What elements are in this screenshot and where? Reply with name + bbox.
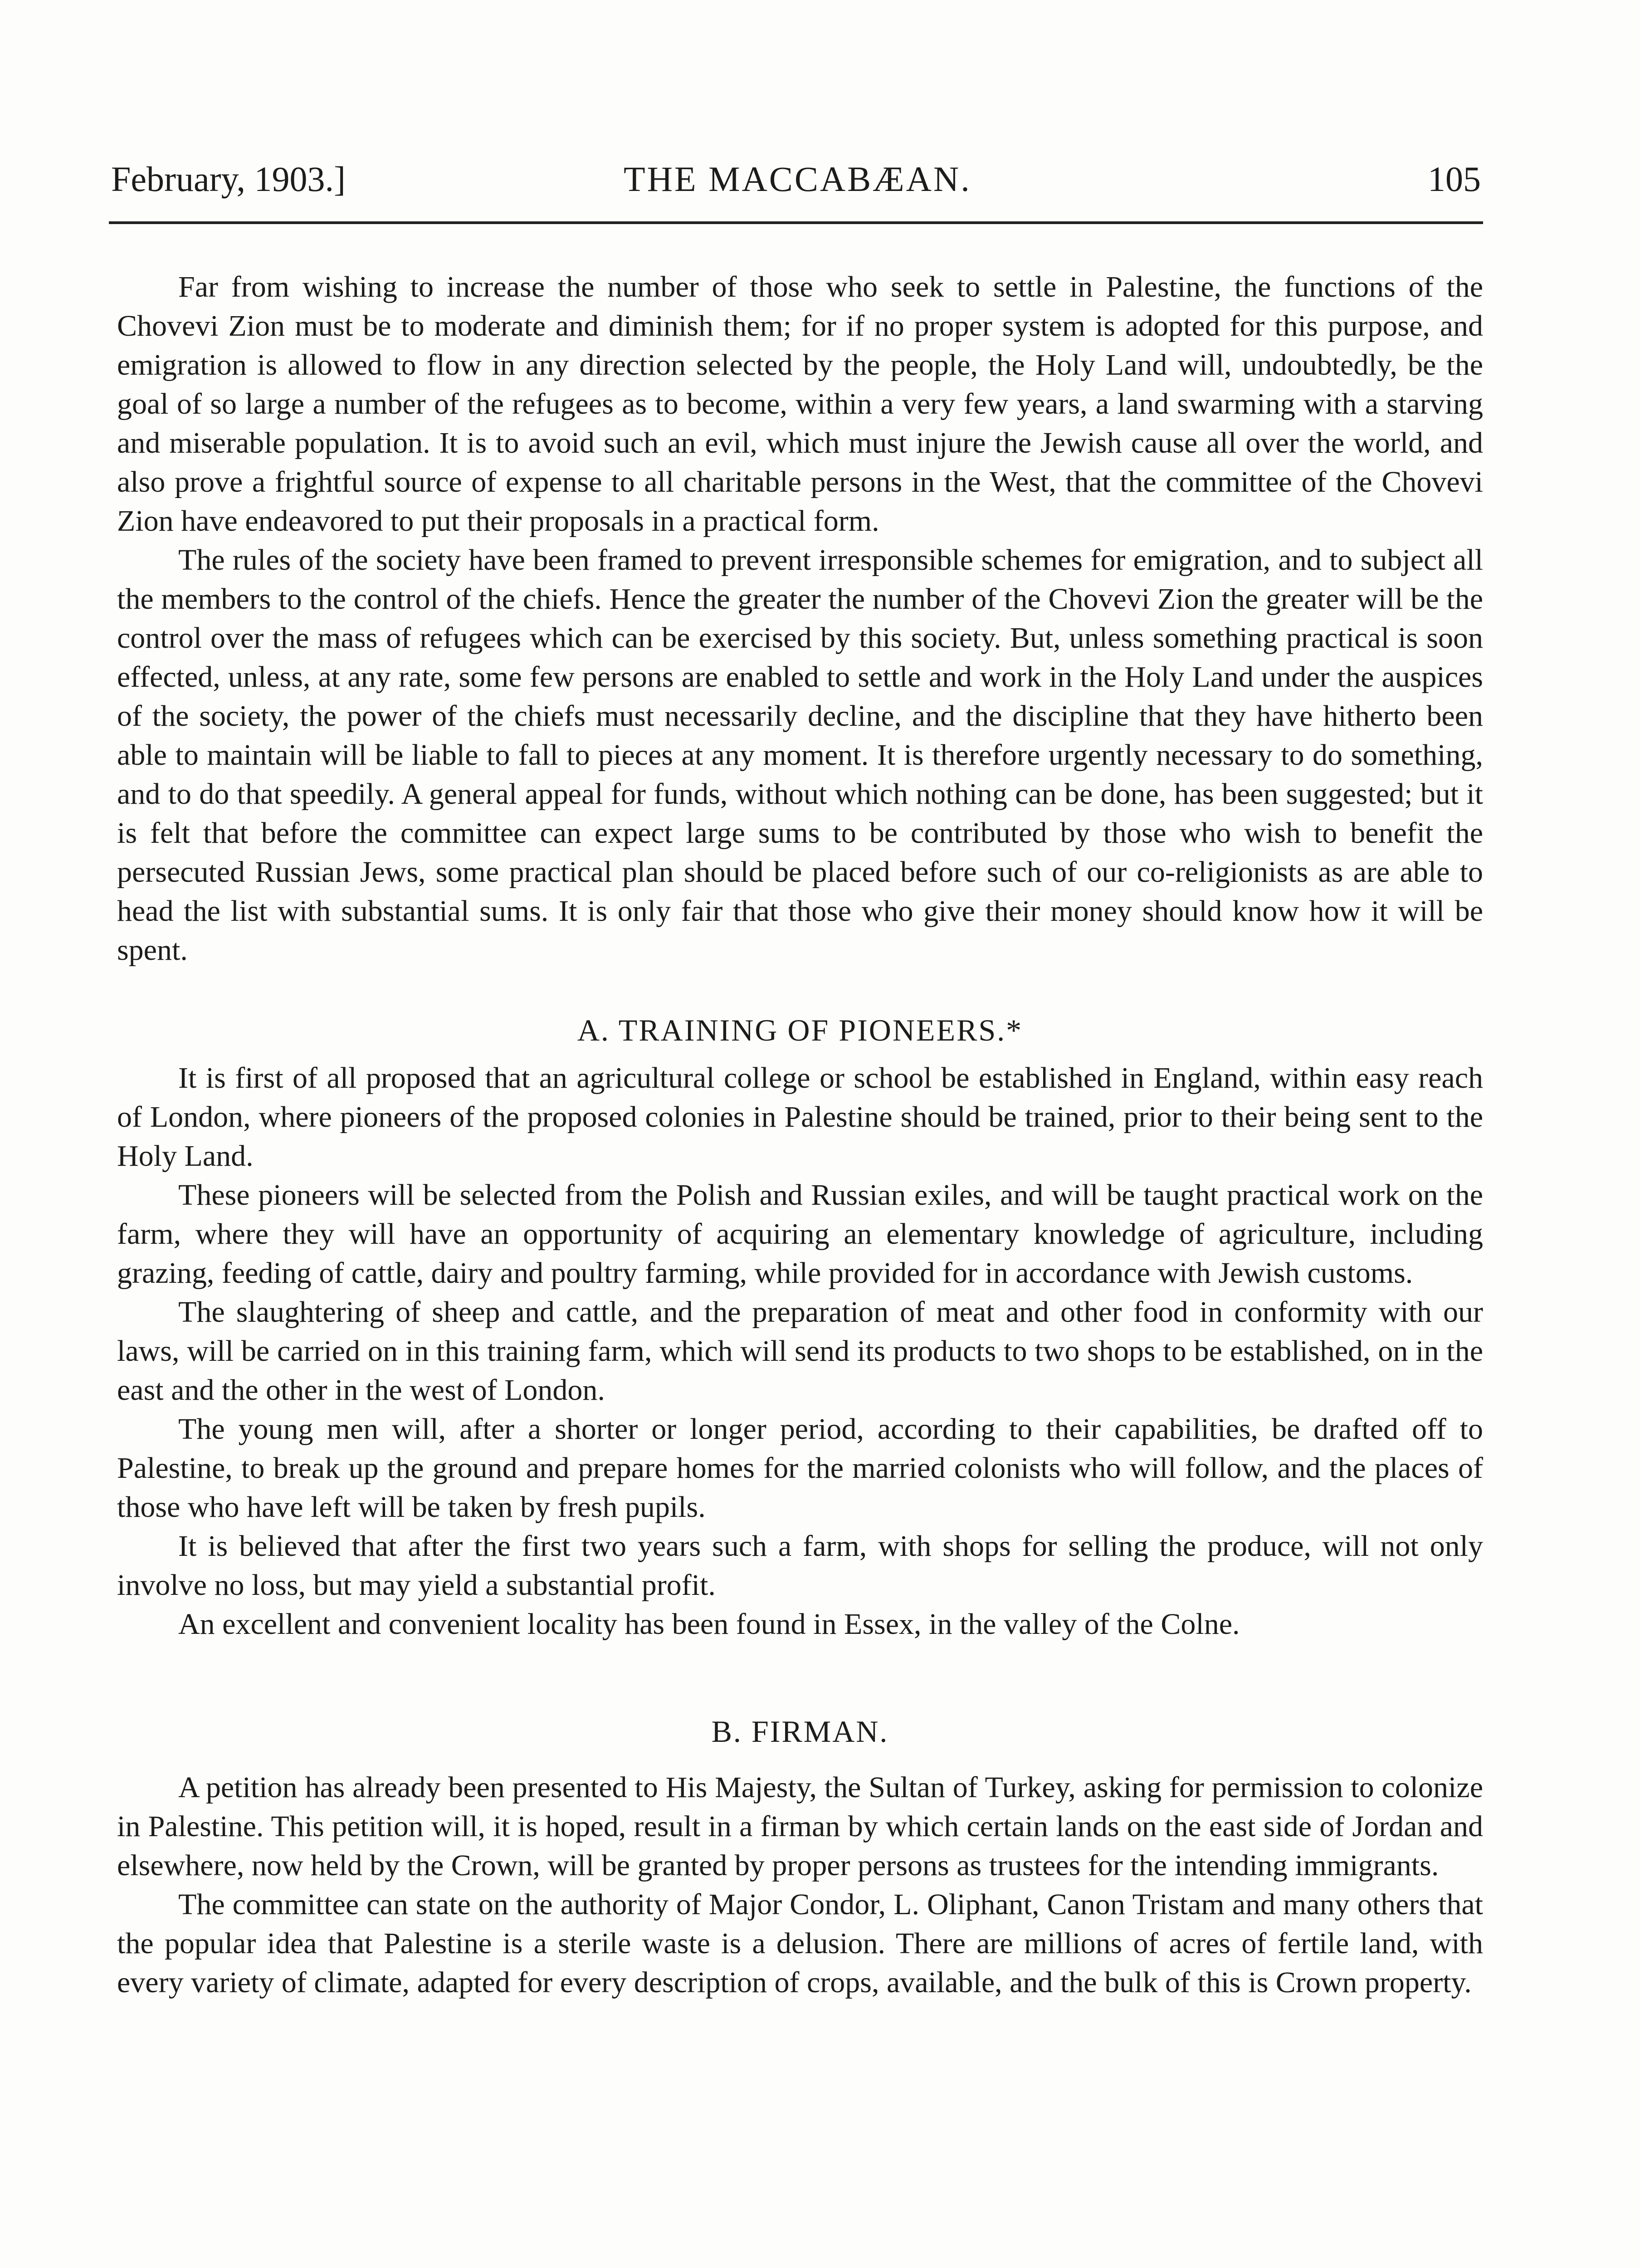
paragraph: An excellent and convenient locality has been found in Essex, in the valley of the Colne. — [178, 1608, 1240, 1641]
header-date: February, 1903.] — [111, 159, 346, 199]
page-number: 105 — [1428, 159, 1481, 199]
paragraph: It is first of all proposed that an agricultural college or school be established in England, within easy reach of London, where pioneers of the proposed colonies in Palestine should be trained, prior to their being sent to the Holy Land. — [117, 1061, 1483, 1173]
header-journal-title: THE MACCABÆAN. — [624, 159, 971, 199]
paragraph: The rules of the society have been framed to prevent irresponsible schemes for emigration, and to subject all the members to the control of the chiefs. Hence the greater the number of the Chovevi Zion the greater will be the control over the mass of refugees which can be exercised by this society. But, unless something practical is soon effected, unless, at any rate, some few persons are enabled to settle and work in the Holy Land under the auspices of the society, the power of the chiefs must necessarily decline, and the discipline that they have hitherto been able to maintain will be liable to fall to pieces at any moment. It is therefore urgently necessary to do something, and to do that speedily. A general appeal for funds, without which nothing can be done, has been suggested; but it is felt that before the committee can expect large sums to be contributed by those who wish to benefit the persecuted Russian Jews, some practical plan should be placed before such of our co-religionists as are able to head the list with substantial sums. It is only fair that those who give their money should know how it will be spent. — [117, 543, 1483, 967]
section-heading-training: A. TRAINING OF PIONEERS.* — [577, 1013, 1023, 1047]
paragraph: The young men will, after a shorter or longer period, according to their capabilities, be drafted off to Palestine, to break up the ground and prepare homes for the married colonists who will follow, and the places of those who have left will be taken by fresh pupils. — [117, 1413, 1483, 1524]
paragraph: It is believed that after the first two years such a farm, with shops for selling the produce, will not only involve no loss, but may yield a substantial profit. — [117, 1530, 1483, 1602]
article-body — [117, 268, 1483, 2002]
header-rule — [109, 221, 1483, 224]
running-header — [111, 159, 1481, 209]
paragraph: These pioneers will be selected from the Polish and Russian exiles, and will be taught practical work on the farm, where they will have an opportunity of acquiring an elementary knowledge of agriculture, including grazing, feeding of cattle, dairy and poultry farming, while provided for in accordance with Jewish customs. — [117, 1178, 1483, 1290]
paragraph: The committee can state on the authority of Major Condor, L. Oliphant, Canon Tristam and many others that the popular idea that Palestine is a sterile waste is a delusion. There are millions of acres of fertile land, with every variety of climate, adapted for every description of crops, available, and the bulk of this is Crown property. — [117, 1888, 1483, 1999]
paragraph: The slaughtering of sheep and cattle, and the preparation of meat and other food in conformity with our laws, will be carried on in this training farm, which will send its products to two shops to be established, on in the east and the other in the west of London. — [117, 1295, 1483, 1407]
paragraph: A petition has already been presented to His Majesty, the Sultan of Turkey, asking for permission to colonize in Palestine. This petition will, it is hoped, result in a firman by which certain lands on the east side of Jordan and elsewhere, now held by the Crown, will be granted by proper persons as trustees for the intending immigrants. — [117, 1771, 1483, 1882]
paragraph: Far from wishing to increase the number of those who seek to settle in Palestine, the functions of the Chovevi Zion must be to moderate and diminish them; for if no proper system is adopted for this purpose, and emigration is allowed to flow in any direction selected by the people, the Holy Land will, undoubtedly, be the goal of so large a number of the refugees as to become, within a very few years, a land swarming with a starving and miserable population. It is to avoid such an evil, which must injure the Jewish cause all over the world, and also prove a frightful source of expense to all charitable persons in the West, that the committee of the Chovevi Zion have endeavored to put their proposals in a practical form. — [117, 270, 1483, 538]
section-heading-firman: B. FIRMAN. — [711, 1714, 889, 1749]
